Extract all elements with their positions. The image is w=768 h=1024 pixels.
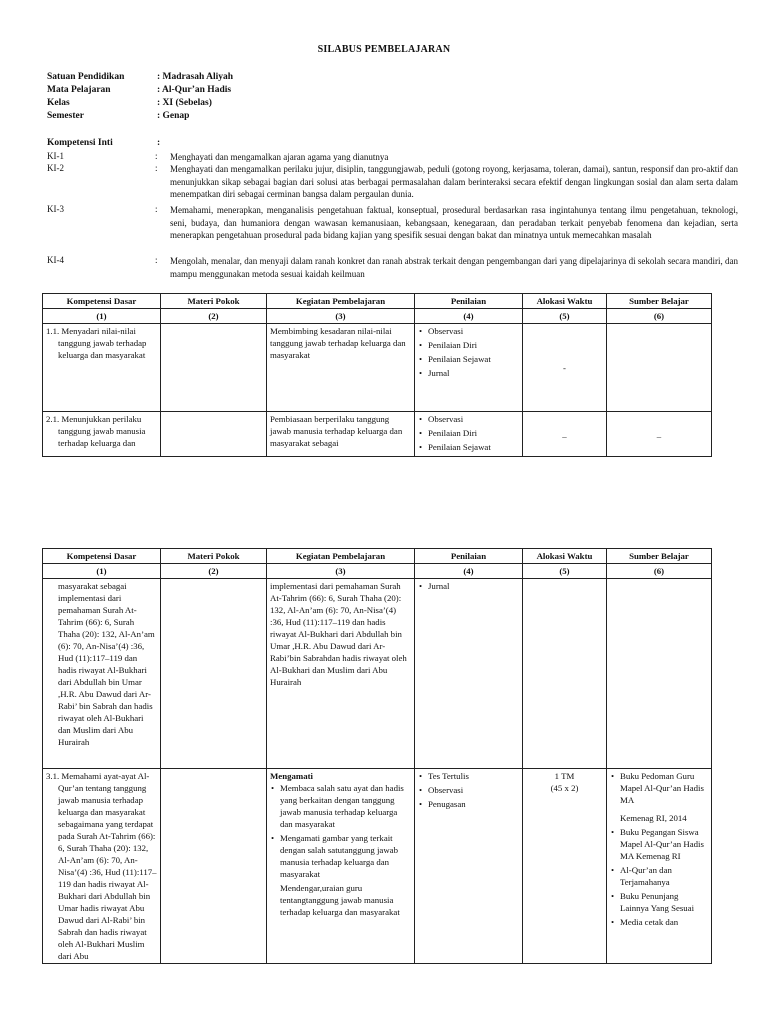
- header-penilaian: Penilaian: [415, 294, 523, 309]
- column-number: (1): [43, 564, 161, 579]
- ki-text: Mengolah, menalar, dan menyaji dalam ranah konkret dan ranah abstrak terkait dengan pengembangan dari yang dipelajarinya di sekolah secara mandiri, dan mampu menggunakan metoda sesuai kaidah keilmuan: [170, 256, 738, 279]
- kegiatan-cell: [267, 769, 415, 964]
- penilaian-item: • Penugasan: [418, 798, 519, 810]
- sumber-cell: [607, 769, 712, 964]
- kegiatan-item: • Membaca salah satu ayat dan hadis yang berkaitan dengan tanggung jawab manusia terhadap keluarga dan masyarakat: [270, 782, 411, 830]
- column-number: (2): [161, 564, 267, 579]
- kd-cell: [43, 324, 161, 412]
- kd-text: masyarakat sebagai implementasi dari pemahaman Surah At-Tahrim (66): 6, Surah Thaha (20): 132, Al-An’am (6): 70, An-Nisa’(4) :36, Hud (11):117–119 dan hadis riwayat Al-Bukhari dari Abdullah bin Umar ,H.R. Abu Dawud dari Ar-Rabi’ bin Sabrah dan hadis riwayat oleh Al-Bukhari dan Muslim dari Abu Hurairah: [58, 581, 155, 747]
- column-number: (6): [607, 564, 712, 579]
- penilaian-cell: [415, 412, 523, 457]
- ki-colon: :: [155, 163, 158, 173]
- syllabus-table: [42, 293, 712, 457]
- kd-cell: [43, 412, 161, 457]
- identity-label: Semester: [47, 111, 84, 121]
- table-header-row: [43, 294, 712, 309]
- materi-cell: [161, 324, 267, 412]
- kd-cell: [43, 579, 161, 769]
- sumber-cell: _: [607, 412, 712, 457]
- alokasi-minutes: (45 x 2): [550, 783, 579, 793]
- header-materi-pokok: Materi Pokok: [161, 294, 267, 309]
- materi-cell: [161, 412, 267, 457]
- ki-heading-label: Kompetensi Inti: [47, 138, 113, 148]
- kegiatan-cell: Membimbing kesadaran nilai-nilai tanggung jawab terhadap keluarga dan masyarakat: [267, 324, 415, 412]
- materi-cell: [161, 579, 267, 769]
- identity-label: Kelas: [47, 98, 70, 108]
- table-row: [43, 579, 712, 769]
- penilaian-item: • Tes Tertulis: [418, 770, 519, 782]
- kd-text: 1.1. Menyadari nilai-nilai tanggung jawab terhadap keluarga dan masyarakat: [46, 326, 147, 360]
- kd-text: 2.1. Menunjukkan perilaku tanggung jawab manusia terhadap keluarga dan: [46, 414, 146, 448]
- penilaian-item: • Jurnal: [418, 580, 519, 592]
- ki-code: KI-1: [47, 151, 64, 161]
- identity-value: : Genap: [157, 111, 190, 121]
- ki-text: Menghayati dan mengamalkan perilaku jujur, disiplin, tanggungjawab, peduli (gotong royong, kerjasama, toleran, damai), santun, responsif dan pro-aktif dan menunjukkan sikap sebagai bagian dari solusi atas berbagai permasalahan dalam berinteraksi secara efektif dengan lingkungan sosial dan alam serta dalam menempatkan diri sebagai cerminan bangsa dalam pergaulan dunia.: [170, 164, 738, 199]
- column-number: (5): [523, 564, 607, 579]
- ki-heading-colon: :: [157, 138, 161, 148]
- header-sumber-belajar: Sumber Belajar: [607, 294, 712, 309]
- ki-text: Menghayati dan mengamalkan ajaran agama yang dianutnya: [170, 152, 389, 162]
- penilaian-item: • Penilaian Diri: [418, 339, 519, 351]
- identity-label: Satuan Pendidikan: [47, 72, 125, 82]
- sumber-note: Kemenag RI, 2014: [620, 813, 687, 823]
- kegiatan-cell: implementasi dari pemahaman Surah At-Tahrim (66): 6, Surah Thaha (20): 132, Al-An’am (6): 70, An-Nisa’(4) :36, Hud (11):117–119 dan hadis riwayat Al-Bukhari dari Abdullah bin Umar ,H.R. Abu Dawud dari Ar-Rabi’bin Sabrahdan hadis riwayat oleh Al-Bukhari dan Muslim dari Abu Hurairah: [267, 579, 415, 769]
- header-sumber-belajar: Sumber Belajar: [607, 549, 712, 564]
- sumber-item: • Al-Qur’an dan Terjamahanya: [610, 864, 708, 888]
- ki-code: KI-3: [47, 204, 64, 214]
- header-kegiatan: Kegiatan Pembelajaran: [267, 549, 415, 564]
- header-materi-pokok: Materi Pokok: [161, 549, 267, 564]
- column-number: (1): [43, 309, 161, 324]
- ki-code: KI-2: [47, 163, 64, 173]
- table-number-row: [43, 564, 712, 579]
- alokasi-meeting: 1 TM: [554, 771, 575, 781]
- kegiatan-cell: Pembiasaan berperilaku tanggung jawab manusia terhadap keluarga dan masyarakat sebagai: [267, 412, 415, 457]
- header-kegiatan: Kegiatan Pembelajaran: [267, 294, 415, 309]
- table-header-row: [43, 549, 712, 564]
- identity-value: : Madrasah Aliyah: [157, 72, 234, 82]
- ki-colon: :: [155, 255, 158, 265]
- penilaian-cell: [415, 769, 523, 964]
- sumber-item: • Buku Pegangan Siswa Mapel Al-Qur’an Hadis MA Kemenag RI: [610, 826, 708, 862]
- header-alokasi-waktu: Alokasi Waktu: [523, 294, 607, 309]
- sumber-item: • Buku Penunjang Lainnya Yang Sesuai: [610, 890, 708, 914]
- sumber-cell: [607, 324, 712, 412]
- penilaian-item: • Jurnal: [418, 367, 519, 379]
- kd-text: 3.1. Memahami ayat-ayat Al-Qur’an tentang tanggung jawab manusia terhadap keluarga dan masyarakat sebagaimana yang terdapat pada Surah At-Tahrim (66): 6, Surah Thaha (20): 132, Al-An’am (6): 70, An-Nisa’(4) :36, Hud (11):117–119 dan hadis riwayat Al-Bukhari dari Abdullah bin Umar hadis riwayat Abu Dawud dari Al-Rabi’ bin Sabrah dan hadis riwayat oleh Al-Bukhari Muslim dari Abu: [46, 771, 157, 961]
- penilaian-cell: [415, 324, 523, 412]
- column-number: (2): [161, 309, 267, 324]
- table-row: [43, 412, 712, 457]
- kegiatan-extra: Mendengar,uraian guru tentangtanggung jawab manusia terhadap keluarga dan masyarakat: [280, 883, 400, 917]
- penilaian-item: • Penilaian Sejawat: [418, 441, 519, 453]
- column-number: (3): [267, 564, 415, 579]
- table-row: [43, 769, 712, 964]
- sumber-cell: [607, 579, 712, 769]
- column-number: (3): [267, 309, 415, 324]
- penilaian-item: • Observasi: [418, 325, 519, 337]
- column-number: (5): [523, 309, 607, 324]
- document-title: SILABUS PEMBELAJARAN: [317, 44, 451, 55]
- ki-colon: :: [155, 204, 158, 214]
- kegiatan-item: • Mengamati gambar yang terkait dengan salah satutanggung jawab manusia terhadap keluarga dan masyarakat: [270, 832, 411, 880]
- table-row: [43, 324, 712, 412]
- syllabus-table-continued: [42, 548, 712, 964]
- header-penilaian: Penilaian: [415, 549, 523, 564]
- penilaian-item: • Penilaian Sejawat: [418, 353, 519, 365]
- alokasi-cell: _: [523, 412, 607, 457]
- penilaian-item: • Observasi: [418, 784, 519, 796]
- alokasi-cell: [523, 769, 607, 964]
- alokasi-cell: -: [523, 324, 607, 412]
- table-number-row: [43, 309, 712, 324]
- alokasi-cell: [523, 579, 607, 769]
- sumber-item: • Media cetak dan: [610, 916, 708, 928]
- penilaian-cell: [415, 579, 523, 769]
- identity-value: : XI (Sebelas): [157, 98, 212, 108]
- header-kompetensi-dasar: Kompetensi Dasar: [43, 294, 161, 309]
- kd-cell: [43, 769, 161, 964]
- column-number: (4): [415, 309, 523, 324]
- ki-code: KI-4: [47, 255, 64, 265]
- ki-colon: :: [155, 151, 158, 161]
- header-alokasi-waktu: Alokasi Waktu: [523, 549, 607, 564]
- ki-text: Memahami, menerapkan, menganalisis pengetahuan faktual, konseptual, prosedural berdasarkan rasa ingintahunya tentang ilmu pengetahuan, teknologi, seni, budaya, dan humaniora dengan wawasan kemanusiaan, kebangsaan, kenegaraan, dan peradaban terkait penyebab fenomena dan kejadian, serta menerapkan pengetahuan prosedural pada bidang kajian yang spesifik sesuai dengan bakat dan minatnya untuk memecahkan masalah: [170, 205, 738, 240]
- materi-cell: [161, 769, 267, 964]
- identity-label: Mata Pelajaran: [47, 85, 111, 95]
- identity-value: : Al-Qur’an Hadis: [157, 85, 232, 95]
- sumber-item: • Buku Pedoman Guru Mapel Al-Qur’an Hadis MA: [610, 770, 708, 806]
- column-number: (4): [415, 564, 523, 579]
- penilaian-item: • Penilaian Diri: [418, 427, 519, 439]
- column-number: (6): [607, 309, 712, 324]
- header-kompetensi-dasar: Kompetensi Dasar: [43, 549, 161, 564]
- penilaian-item: • Observasi: [418, 413, 519, 425]
- kegiatan-heading: Mengamati: [270, 771, 313, 781]
